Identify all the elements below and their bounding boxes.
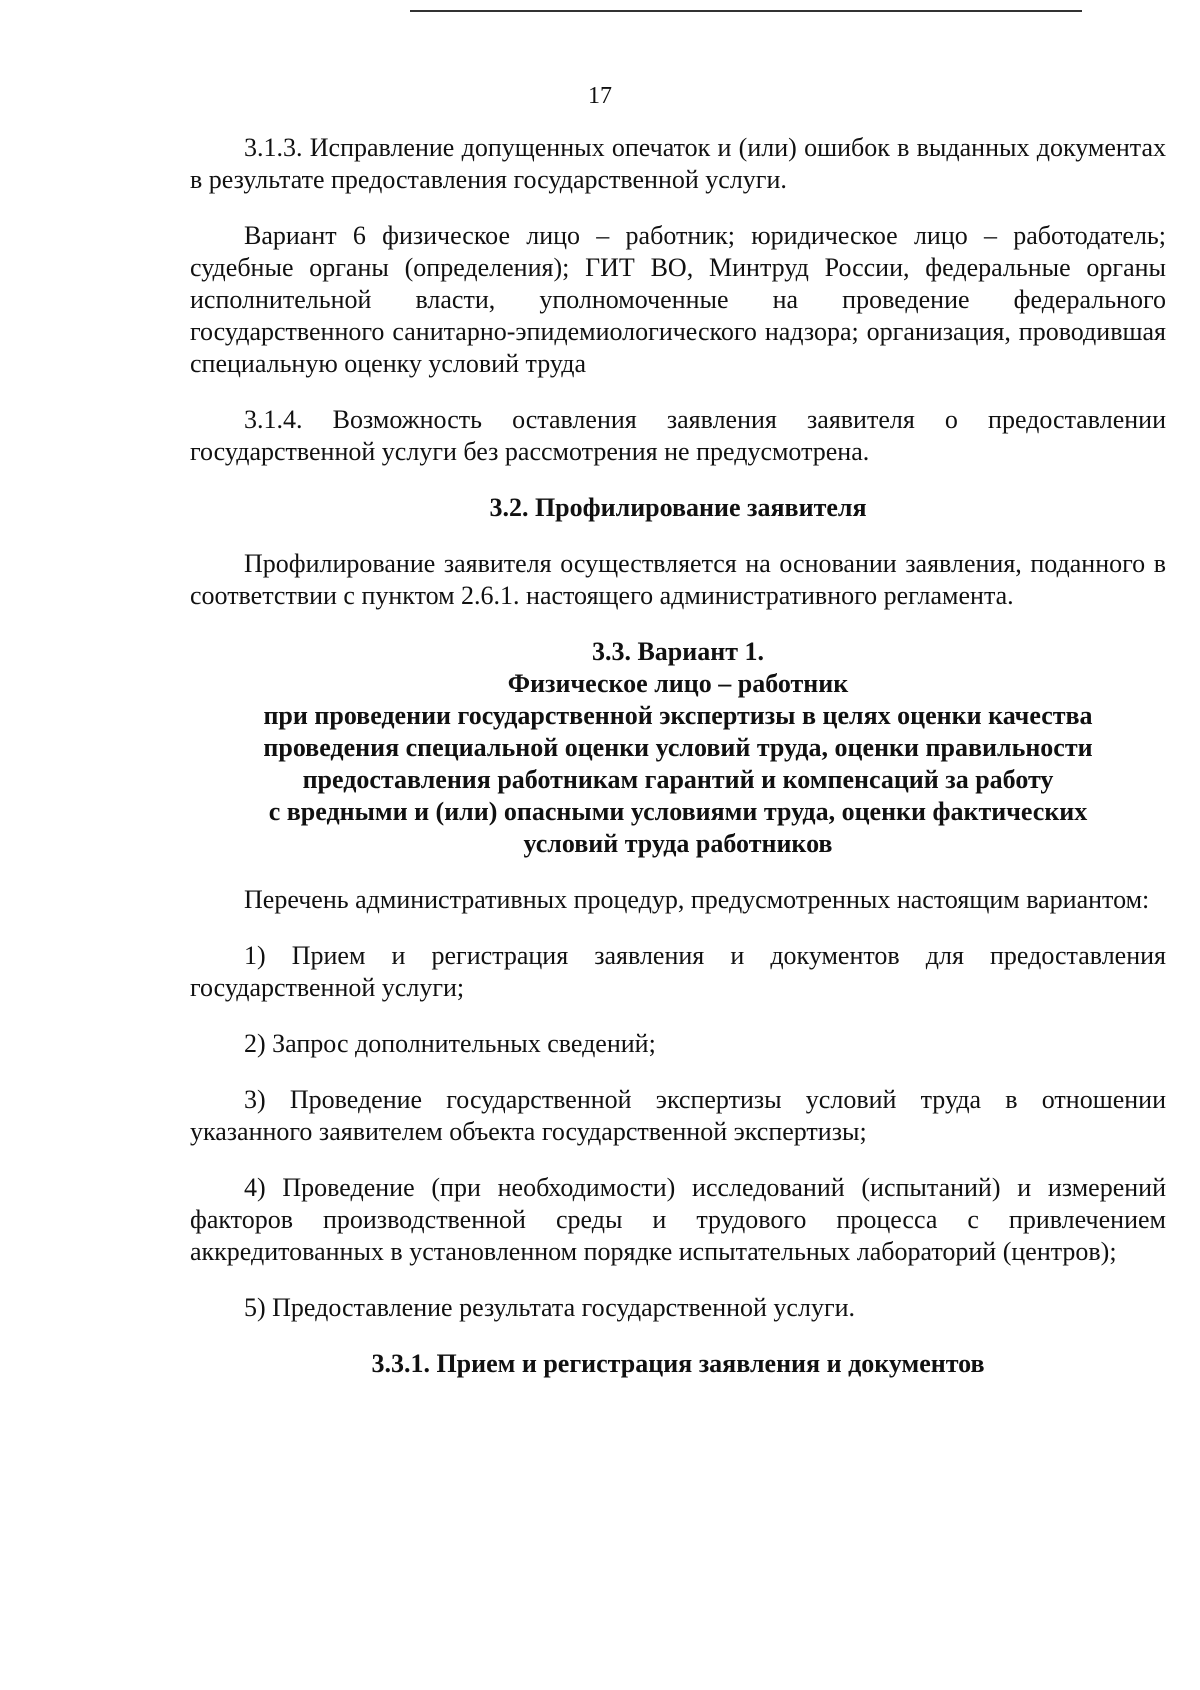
heading-3-3 [190, 636, 1166, 860]
paragraph-procedures-list-intro: Перечень административных процедур, предусмотренных настоящим вариантом: [244, 885, 1150, 914]
list-item: 4) Проведение (при необходимости) исследований (испытаний) и измерений факторов производственной среды и трудового процесса с привлечением аккредитованных в установленном порядке испытательных лабораторий (центров); [190, 1173, 1166, 1266]
paragraph-3-1-4: 3.1.4. Возможность оставления заявления заявителя о предоставлении государственной услуги без рассмотрения не предусмотрена. [190, 405, 1166, 466]
list-item: 1) Прием и регистрация заявления и документов для предоставления государственной услуги; [190, 941, 1166, 1002]
list-item: 5) Предоставление результата государственной услуги. [244, 1293, 856, 1322]
page-number: 17 [588, 83, 612, 109]
heading-3-3-line: с вредными и (или) опасными условиями труда, оценки фактических [268, 797, 1088, 826]
document-body [190, 132, 1166, 1404]
heading-3-3-line: Физическое лицо – работник [507, 669, 849, 698]
paragraph-profiling: Профилирование заявителя осуществляется на основании заявления, поданного в соответствии с пунктом 2.6.1. настоящего административного регламента. [190, 549, 1166, 610]
list-item: 2) Запрос дополнительных сведений; [244, 1029, 656, 1058]
list-item: 3) Проведение государственной экспертизы условий труда в отношении указанного заявителем объекта государственной экспертизы; [190, 1085, 1166, 1146]
heading-3-3-line: проведения специальной оценки условий труда, оценки правильности [263, 733, 1093, 762]
heading-3-3-line: предоставления работникам гарантий и компенсаций за работу [302, 765, 1054, 794]
paragraph-3-1-3: 3.1.3. Исправление допущенных опечаток и (или) ошибок в выданных документах в результате предоставления государственной услуги. [190, 133, 1166, 194]
heading-3-3-1: 3.3.1. Прием и регистрация заявления и документов [371, 1349, 985, 1378]
heading-3-3-line: условий труда работников [523, 829, 833, 858]
heading-3-3-line: при проведении государственной экспертизы в целях оценки качества [263, 701, 1093, 730]
top-rule [410, 10, 1082, 12]
heading-3-3-line: 3.3. Вариант 1. [591, 637, 765, 666]
paragraph-variant-6: Вариант 6 физическое лицо – работник; юридическое лицо – работодатель; судебные органы (определения); ГИТ ВО, Минтруд России, федеральные органы исполнительной власти, уполномоченные на проведение федерального государственного санитарно-эпидемиологического надзора; организация, проводившая специальную оценку условий труда [190, 221, 1166, 378]
heading-3-2: 3.2. Профилирование заявителя [489, 493, 867, 522]
